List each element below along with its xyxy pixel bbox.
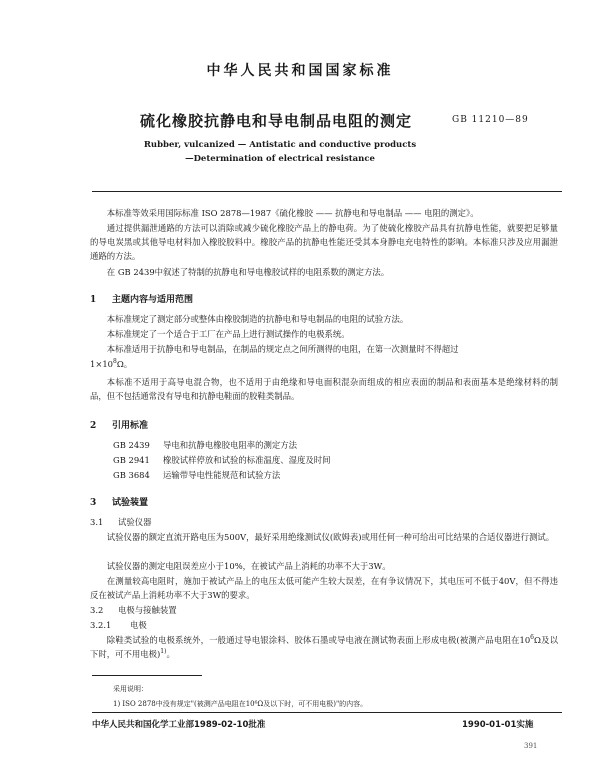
- document-title: 硫化橡胶抗静电和导电制品电阻的测定: [140, 112, 413, 130]
- section-3-paragraph-1: 试验仪器的额定直流开路电压为500V，最好采用绝缘测试仪(欧姆表)或用任何一种可给出可比结果的合适仪器进行测试。: [106, 532, 555, 542]
- electrode-exponent: 6: [530, 634, 534, 642]
- section-1-paragraph-4: 本标准不适用于高导电混合物，也不适用于由绝缘和导电面积混杂而组成的相应表面的制品和表面基本是绝缘材料的制品，但不包括通常没有导电和抗静电鞋面的胶鞋类制品。: [90, 377, 558, 401]
- english-title-line2: —Determination of electrical resistance: [185, 154, 375, 164]
- page-number: 391: [524, 742, 538, 750]
- footnote-text: 1) ISO 2878中没有规定"(被测产品电阻在10⁶Ω及以下时，可不用电极)"的内容。: [113, 700, 368, 708]
- section-1-heading: [90, 292, 193, 305]
- electrode-text-tail: Ω及以下时，可不用电极): [90, 635, 558, 659]
- section-3-paragraph-2: 试验仪器的测定电阻误差应小于10%，在被试产品上消耗的功率不大于3W。: [106, 561, 391, 571]
- subsection-3-1-heading: [90, 515, 152, 529]
- footnote-marker: 1): [160, 648, 167, 656]
- intro-paragraph-1: 本标准等效采用国际标准 ISO 2878—1987《硫化橡胶 —— 抗静电和导电制品 —— 电阻的测定》。: [106, 208, 479, 218]
- reference-title: 运输带导电性能规范和试验方法: [163, 470, 281, 480]
- electrode-text-end: 。: [166, 649, 175, 659]
- reference-title: 橡胶试样停放和试验的标准温度、湿度及时间: [163, 455, 331, 465]
- electrode-text: 除鞋类试验的电极系统外，一般通过导电银涂料、胶体石墨或导电液在测试物表面上形成电极(被测产品电阻在10: [106, 635, 531, 645]
- footnote-label: 采用说明：: [113, 685, 148, 693]
- approval-line: 中华人民共和国化学工业部1989-02-10批准: [92, 720, 266, 730]
- reference-item-2: [113, 453, 331, 467]
- section-3-heading: [90, 495, 148, 508]
- footnote-rule: [92, 675, 202, 676]
- reference-item-3: [113, 468, 280, 482]
- national-standard-heading: 中华人民共和国国家标准: [206, 63, 394, 79]
- reference-code: GB 2439: [113, 440, 150, 450]
- reference-item-1: [113, 438, 297, 452]
- english-title-line1: Rubber, vulcanized — Antistatic and conductive products: [143, 140, 417, 150]
- section-2-heading: [90, 418, 148, 431]
- effective-date-line: 1990-01-01实施: [462, 720, 534, 730]
- resistance-limit-exponent: 8: [113, 358, 117, 366]
- section-3-number: 3: [90, 498, 97, 508]
- section-1-title: 主题内容与适用范围: [112, 295, 194, 305]
- header-rule: [92, 191, 562, 192]
- footer-rule: [92, 712, 562, 713]
- section-3-paragraph-3: 在测量较高电阻时，施加于被试产品上的电压太低可能产生较大误差，在有争议情况下，其电压可不低于40V，但不得违反在被试产品上消耗功率不大于3W的要求。: [90, 576, 558, 600]
- subsection-3-2-title: 电极与接触装置: [118, 605, 177, 615]
- section-1-paragraph-3: 本标准适用于抗静电和导电制品，在制品的规定点之间所测得的电阻，在第一次测量时不得超过: [106, 344, 459, 354]
- section-3-paragraph-4: [90, 633, 558, 661]
- reference-code: GB 3684: [113, 470, 150, 480]
- reference-title: 导电和抗静电橡胶电阻率的测定方法: [163, 440, 297, 450]
- section-1-paragraph-2: 本标准规定了一个适合于工厂在产品上进行测试操作的电极系统。: [106, 329, 350, 339]
- section-1-paragraph-1: 本标准规定了测定部分或整体由橡胶制造的抗静电和导电制品的电阻的试验方法。: [106, 314, 409, 324]
- subsection-3-2-1-heading: [90, 618, 147, 632]
- intro-paragraph-2: 通过提供漏泄通路的方法可以消除或减少硫化橡胶产品上的静电荷。为了使硫化橡胶产品具有抗静电性能，就要把足够量的导电炭黑或其他导电材料加入橡胶胶料中。橡胶产品的抗静电性能还受其本身静电充电特性的影响。本标准只涉及应用漏泄通路的方法。: [90, 223, 558, 261]
- subsection-3-1-title: 试验仪器: [118, 517, 152, 527]
- standard-code: GB 11210—89: [452, 115, 529, 125]
- resistance-limit-unit: Ω。: [116, 359, 133, 369]
- resistance-limit-base: 1×10: [90, 359, 114, 369]
- reference-code: GB 2941: [113, 455, 150, 465]
- subsection-3-2-1-title: 电极: [130, 620, 147, 630]
- section-2-title: 引用标准: [112, 421, 149, 431]
- subsection-3-2-1-number: 3.2.1: [90, 620, 112, 630]
- section-1-number: 1: [90, 295, 97, 305]
- subsection-3-2-number: 3.2: [90, 605, 104, 615]
- section-3-title: 试验装置: [112, 498, 149, 508]
- intro-paragraph-3: 在 GB 2439中叙述了特制的抗静电和导电橡胶试样的电阻系数的测定方法。: [106, 267, 390, 277]
- subsection-3-2-heading: [90, 603, 177, 617]
- section-1-paragraph-3-cont: [90, 357, 132, 371]
- section-2-number: 2: [90, 421, 97, 431]
- subsection-3-1-number: 3.1: [90, 517, 104, 527]
